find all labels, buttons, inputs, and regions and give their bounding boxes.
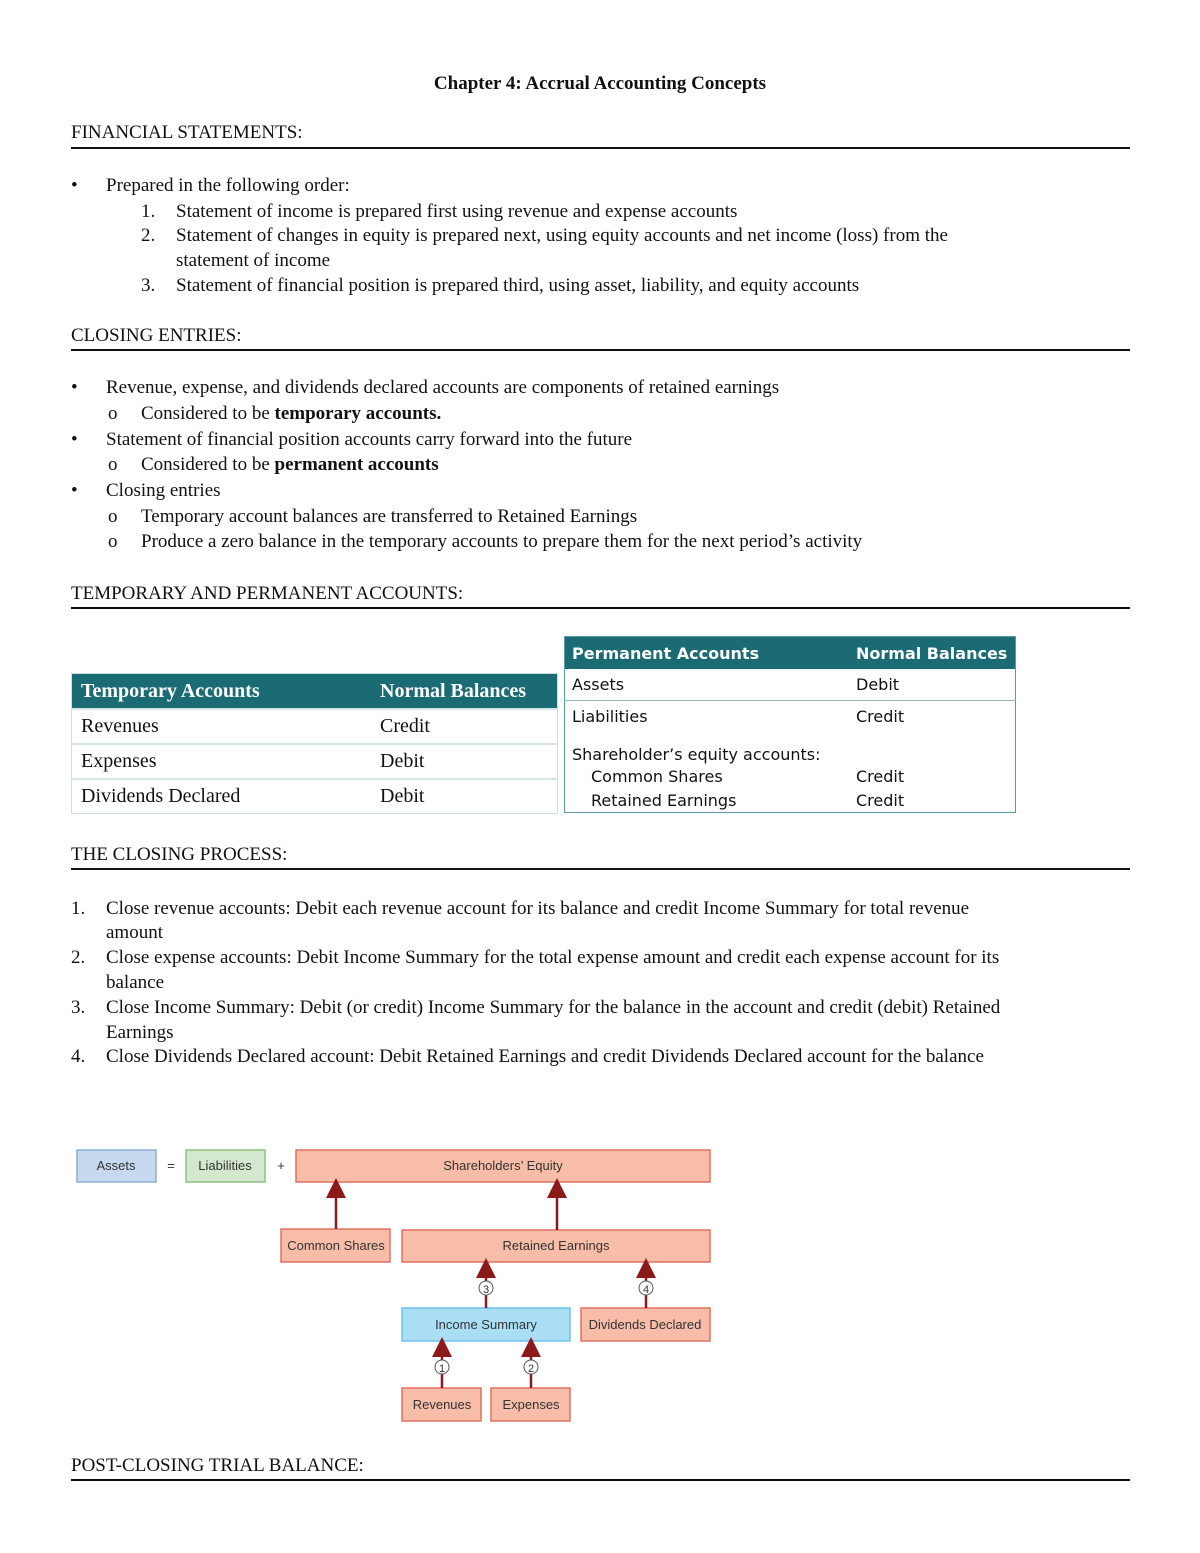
plus-sign: + bbox=[277, 1158, 285, 1173]
step-number: 2. bbox=[71, 947, 86, 968]
step-number-2: 2 bbox=[527, 1363, 535, 1375]
group-label: Shareholder’s equity accounts: bbox=[572, 745, 821, 764]
balance-cell: Credit bbox=[856, 766, 905, 786]
account-cell: Retained Earnings bbox=[591, 790, 737, 810]
section-heading-post-closing: POST-CLOSING TRIAL BALANCE: bbox=[71, 1455, 364, 1476]
list-item: Statement of changes in equity is prepared next, using equity accounts and net income (loss) from the bbox=[176, 225, 948, 246]
income-summary-label: Income Summary bbox=[435, 1317, 537, 1332]
balance-cell: Debit bbox=[371, 744, 558, 779]
section-heading-closing-entries: CLOSING ENTRIES: bbox=[71, 325, 242, 346]
sub-bullet-icon: o bbox=[108, 506, 118, 527]
account-cell: Expenses bbox=[72, 744, 372, 779]
sub-bullet-icon: o bbox=[108, 403, 118, 424]
revenues-label: Revenues bbox=[412, 1397, 472, 1412]
dividends-declared-label: Dividends Declared bbox=[588, 1317, 702, 1332]
sub-bullet-text: Temporary account balances are transferred to Retained Earnings bbox=[141, 506, 638, 527]
section-heading-accounts: TEMPORARY AND PERMANENT ACCOUNTS: bbox=[71, 583, 464, 604]
step-number: 4. bbox=[71, 1046, 86, 1067]
step-number-3: 3 bbox=[482, 1284, 490, 1296]
temporary-accounts-term: temporary accounts. bbox=[274, 403, 442, 424]
bullet-text: Closing entries bbox=[106, 480, 221, 501]
column-header: Permanent Accounts bbox=[565, 637, 850, 670]
step-text: Close Income Summary: Debit (or credit) Income Summary for the balance in the account and credit (debit) Retained bbox=[106, 997, 1001, 1018]
expenses-label: Expenses bbox=[502, 1397, 560, 1412]
sub-bullet-prefix: Considered to be bbox=[141, 403, 275, 424]
bullet-icon: • bbox=[71, 377, 78, 398]
step-number-4: 4 bbox=[642, 1284, 650, 1296]
section-divider bbox=[71, 1479, 1130, 1481]
account-cell: Common Shares bbox=[591, 766, 723, 786]
list-item-cont: statement of income bbox=[176, 250, 331, 271]
account-cell: Assets bbox=[572, 675, 625, 694]
column-header: Normal Balances bbox=[371, 674, 558, 710]
liabilities-label: Liabilities bbox=[198, 1158, 252, 1173]
balance-cell: Credit bbox=[371, 709, 558, 744]
bullet-icon: • bbox=[71, 480, 78, 501]
balance-cell: Debit bbox=[856, 675, 900, 694]
list-number: 3. bbox=[141, 275, 156, 296]
retained-earnings-label: Retained Earnings bbox=[502, 1238, 610, 1253]
common-shares-label: Common Shares bbox=[287, 1238, 385, 1253]
section-heading-financial-statements: FINANCIAL STATEMENTS: bbox=[71, 122, 303, 143]
assets-label: Assets bbox=[96, 1158, 136, 1173]
account-cell: Liabilities bbox=[565, 701, 850, 733]
list-number: 1. bbox=[141, 201, 156, 222]
step-text-cont: Earnings bbox=[106, 1022, 174, 1043]
list-item: Statement of income is prepared first using revenue and expense accounts bbox=[176, 201, 738, 222]
account-cell: Revenues bbox=[72, 709, 372, 744]
step-text-cont: amount bbox=[106, 922, 163, 943]
section-heading-closing-process: THE CLOSING PROCESS: bbox=[71, 844, 288, 865]
step-number: 3. bbox=[71, 997, 86, 1018]
permanent-accounts-term: permanent accounts bbox=[274, 454, 439, 475]
equals-sign: = bbox=[167, 1158, 175, 1173]
column-header: Normal Balances bbox=[849, 637, 1016, 670]
bullet-icon: • bbox=[71, 429, 78, 450]
list-number: 2. bbox=[141, 225, 156, 246]
bullet-text: Statement of financial position accounts carry forward into the future bbox=[106, 429, 633, 450]
step-number-1: 1 bbox=[438, 1363, 446, 1375]
step-text: Close Dividends Declared account: Debit Retained Earnings and credit Dividends Declared account for the balance bbox=[106, 1046, 984, 1067]
page-title: Chapter 4: Accrual Accounting Concepts bbox=[433, 73, 767, 94]
sub-bullet-icon: o bbox=[108, 531, 118, 552]
sub-bullet-prefix: Considered to be bbox=[141, 454, 275, 475]
step-text-cont: balance bbox=[106, 972, 165, 993]
column-header: Temporary Accounts bbox=[72, 674, 372, 710]
step-text: Close expense accounts: Debit Income Summary for the total expense amount and credit each expense account for its bbox=[106, 947, 1000, 968]
step-text: Close revenue accounts: Debit each revenue account for its balance and credit Income Summary for total revenue bbox=[106, 898, 970, 919]
balance-cell: Debit bbox=[371, 779, 558, 814]
balance-cell: Credit bbox=[856, 790, 905, 810]
sub-bullet-icon: o bbox=[108, 454, 118, 475]
step-number: 1. bbox=[71, 898, 86, 919]
account-cell: Dividends Declared bbox=[72, 779, 372, 814]
bullet-text: Prepared in the following order: bbox=[106, 175, 350, 196]
bullet-icon: • bbox=[71, 175, 78, 196]
sub-bullet-text: Produce a zero balance in the temporary accounts to prepare them for the next period’s activity bbox=[141, 531, 863, 552]
balance-cell: Credit bbox=[849, 701, 1016, 733]
list-item: Statement of financial position is prepared third, using asset, liability, and equity accounts bbox=[176, 275, 860, 296]
equity-label: Shareholders’ Equity bbox=[443, 1158, 563, 1173]
bullet-text: Revenue, expense, and dividends declared accounts are components of retained earnings bbox=[106, 377, 780, 398]
